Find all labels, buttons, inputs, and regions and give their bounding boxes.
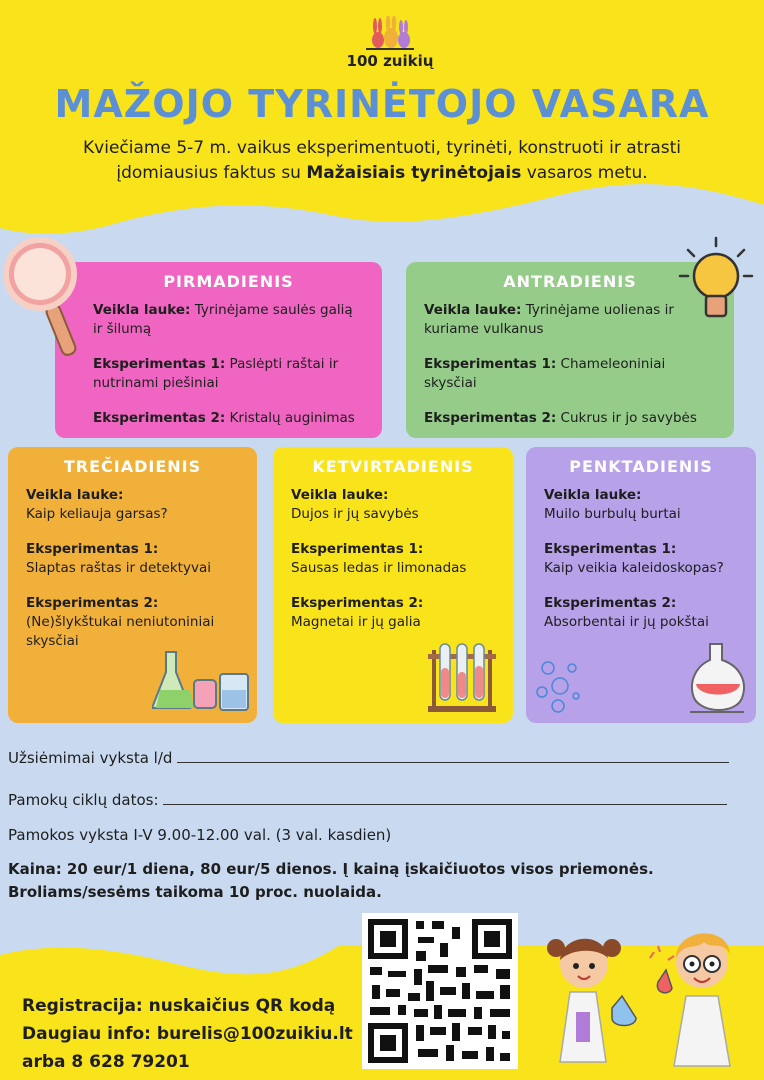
experiment-1-text: Eksperimentas 1: Sausas ledas ir limonadas (291, 541, 467, 576)
activity-text: Veikla lauke: Tyrinėjame saulės galią ir šilumą (93, 302, 353, 337)
experiment-2-text: Eksperimentas 2: Kristalų auginimas (93, 410, 355, 426)
registration-line-1: Registracija: nuskaičius QR kodą (22, 996, 336, 1016)
magnifier-icon (2, 232, 94, 362)
bunny-logo-icon (364, 16, 416, 52)
intro-text (60, 136, 704, 186)
experiment-2-text: Eksperimentas 2: Absorbentai ir jų pokštai (544, 595, 709, 630)
flask-icon (152, 650, 252, 714)
price-text (8, 858, 654, 904)
kids-scientists-icon (540, 912, 762, 1072)
experiment-1-text: Eksperimentas 1: Kaip veikia kaleidoskopas? (544, 541, 724, 576)
registration-text (22, 992, 353, 1076)
dates-line (8, 790, 727, 809)
price-line-1: Kaina: 20 eur/1 diena, 80 eur/5 dienos. Į kainą įskaičiuotos visos priemonės. (8, 860, 654, 878)
location-line (8, 748, 729, 767)
card-title: ANTRADIENIS (503, 272, 637, 291)
test-tubes-icon (424, 640, 500, 714)
card-title: KETVIRTADIENIS (312, 457, 474, 476)
card-title: TREČIADIENIS (63, 457, 202, 476)
intro-line-2-pre: įdomiausius faktus su (116, 163, 307, 183)
dates-label: Pamokų ciklų datos: (8, 791, 159, 809)
experiment-1-text: Eksperimentas 1: Chameleoniniai skysčiai (424, 356, 666, 391)
experiment-1-text: Eksperimentas 1: Slaptas raštas ir detektyvai (26, 541, 211, 576)
experiment-1-text: Eksperimentas 1: Paslėpti raštai ir nutrinami piešiniai (93, 356, 339, 391)
price-line-2: Broliams/sesėms taikoma 10 proc. nuolaida. (8, 883, 382, 901)
card-pirmadienis (55, 262, 382, 438)
schedule-text: Pamokos vyksta I-V 9.00-12.00 val. (3 val. kasdien) (8, 826, 392, 844)
activity-text: Veikla lauke: Tyrinėjame uolienas ir kuriame vulkanus (424, 302, 674, 337)
location-blank (177, 748, 729, 763)
page-title: MAŽOJO TYRINĖTOJO VASARA (54, 82, 710, 126)
qr-code-icon[interactable] (362, 913, 518, 1069)
location-label: Užsiėmimai vyksta l/d (8, 749, 173, 767)
intro-line-2-bold: Mažaisiais tyrinėtojais (306, 163, 522, 183)
experiment-2-text: Eksperimentas 2: Cukrus ir jo savybės (424, 410, 697, 426)
contact-phone[interactable]: arba 8 628 79201 (22, 1052, 190, 1072)
card-title: PIRMADIENIS (163, 272, 294, 291)
bubbles-icon (530, 640, 752, 718)
experiment-2-text: Eksperimentas 2: Magnetai ir jų galia (291, 595, 424, 630)
card-title: PENKTADIENIS (569, 457, 713, 476)
contact-email[interactable]: Daugiau info: burelis@100zuikiu.lt (22, 1024, 353, 1044)
logo-text: 100 zuikių (346, 52, 434, 70)
lightbulb-icon (676, 236, 756, 328)
intro-line-2-post: vasaros metu. (521, 163, 648, 183)
activity-text: Veikla lauke: Muilo burbulų burtai (544, 487, 681, 522)
experiment-2-text: Eksperimentas 2: (Ne)šlykštukai neniutoniniai skysčiai (26, 595, 215, 649)
activity-text: Veikla lauke: Dujos ir jų savybės (291, 487, 419, 522)
intro-line-1: Kviečiame 5-7 m. vaikus eksperimentuoti, tyrinėti, konstruoti ir atrasti (83, 138, 681, 158)
dates-blank (163, 790, 727, 805)
activity-text: Veikla lauke: Kaip keliauja garsas? (26, 487, 168, 522)
